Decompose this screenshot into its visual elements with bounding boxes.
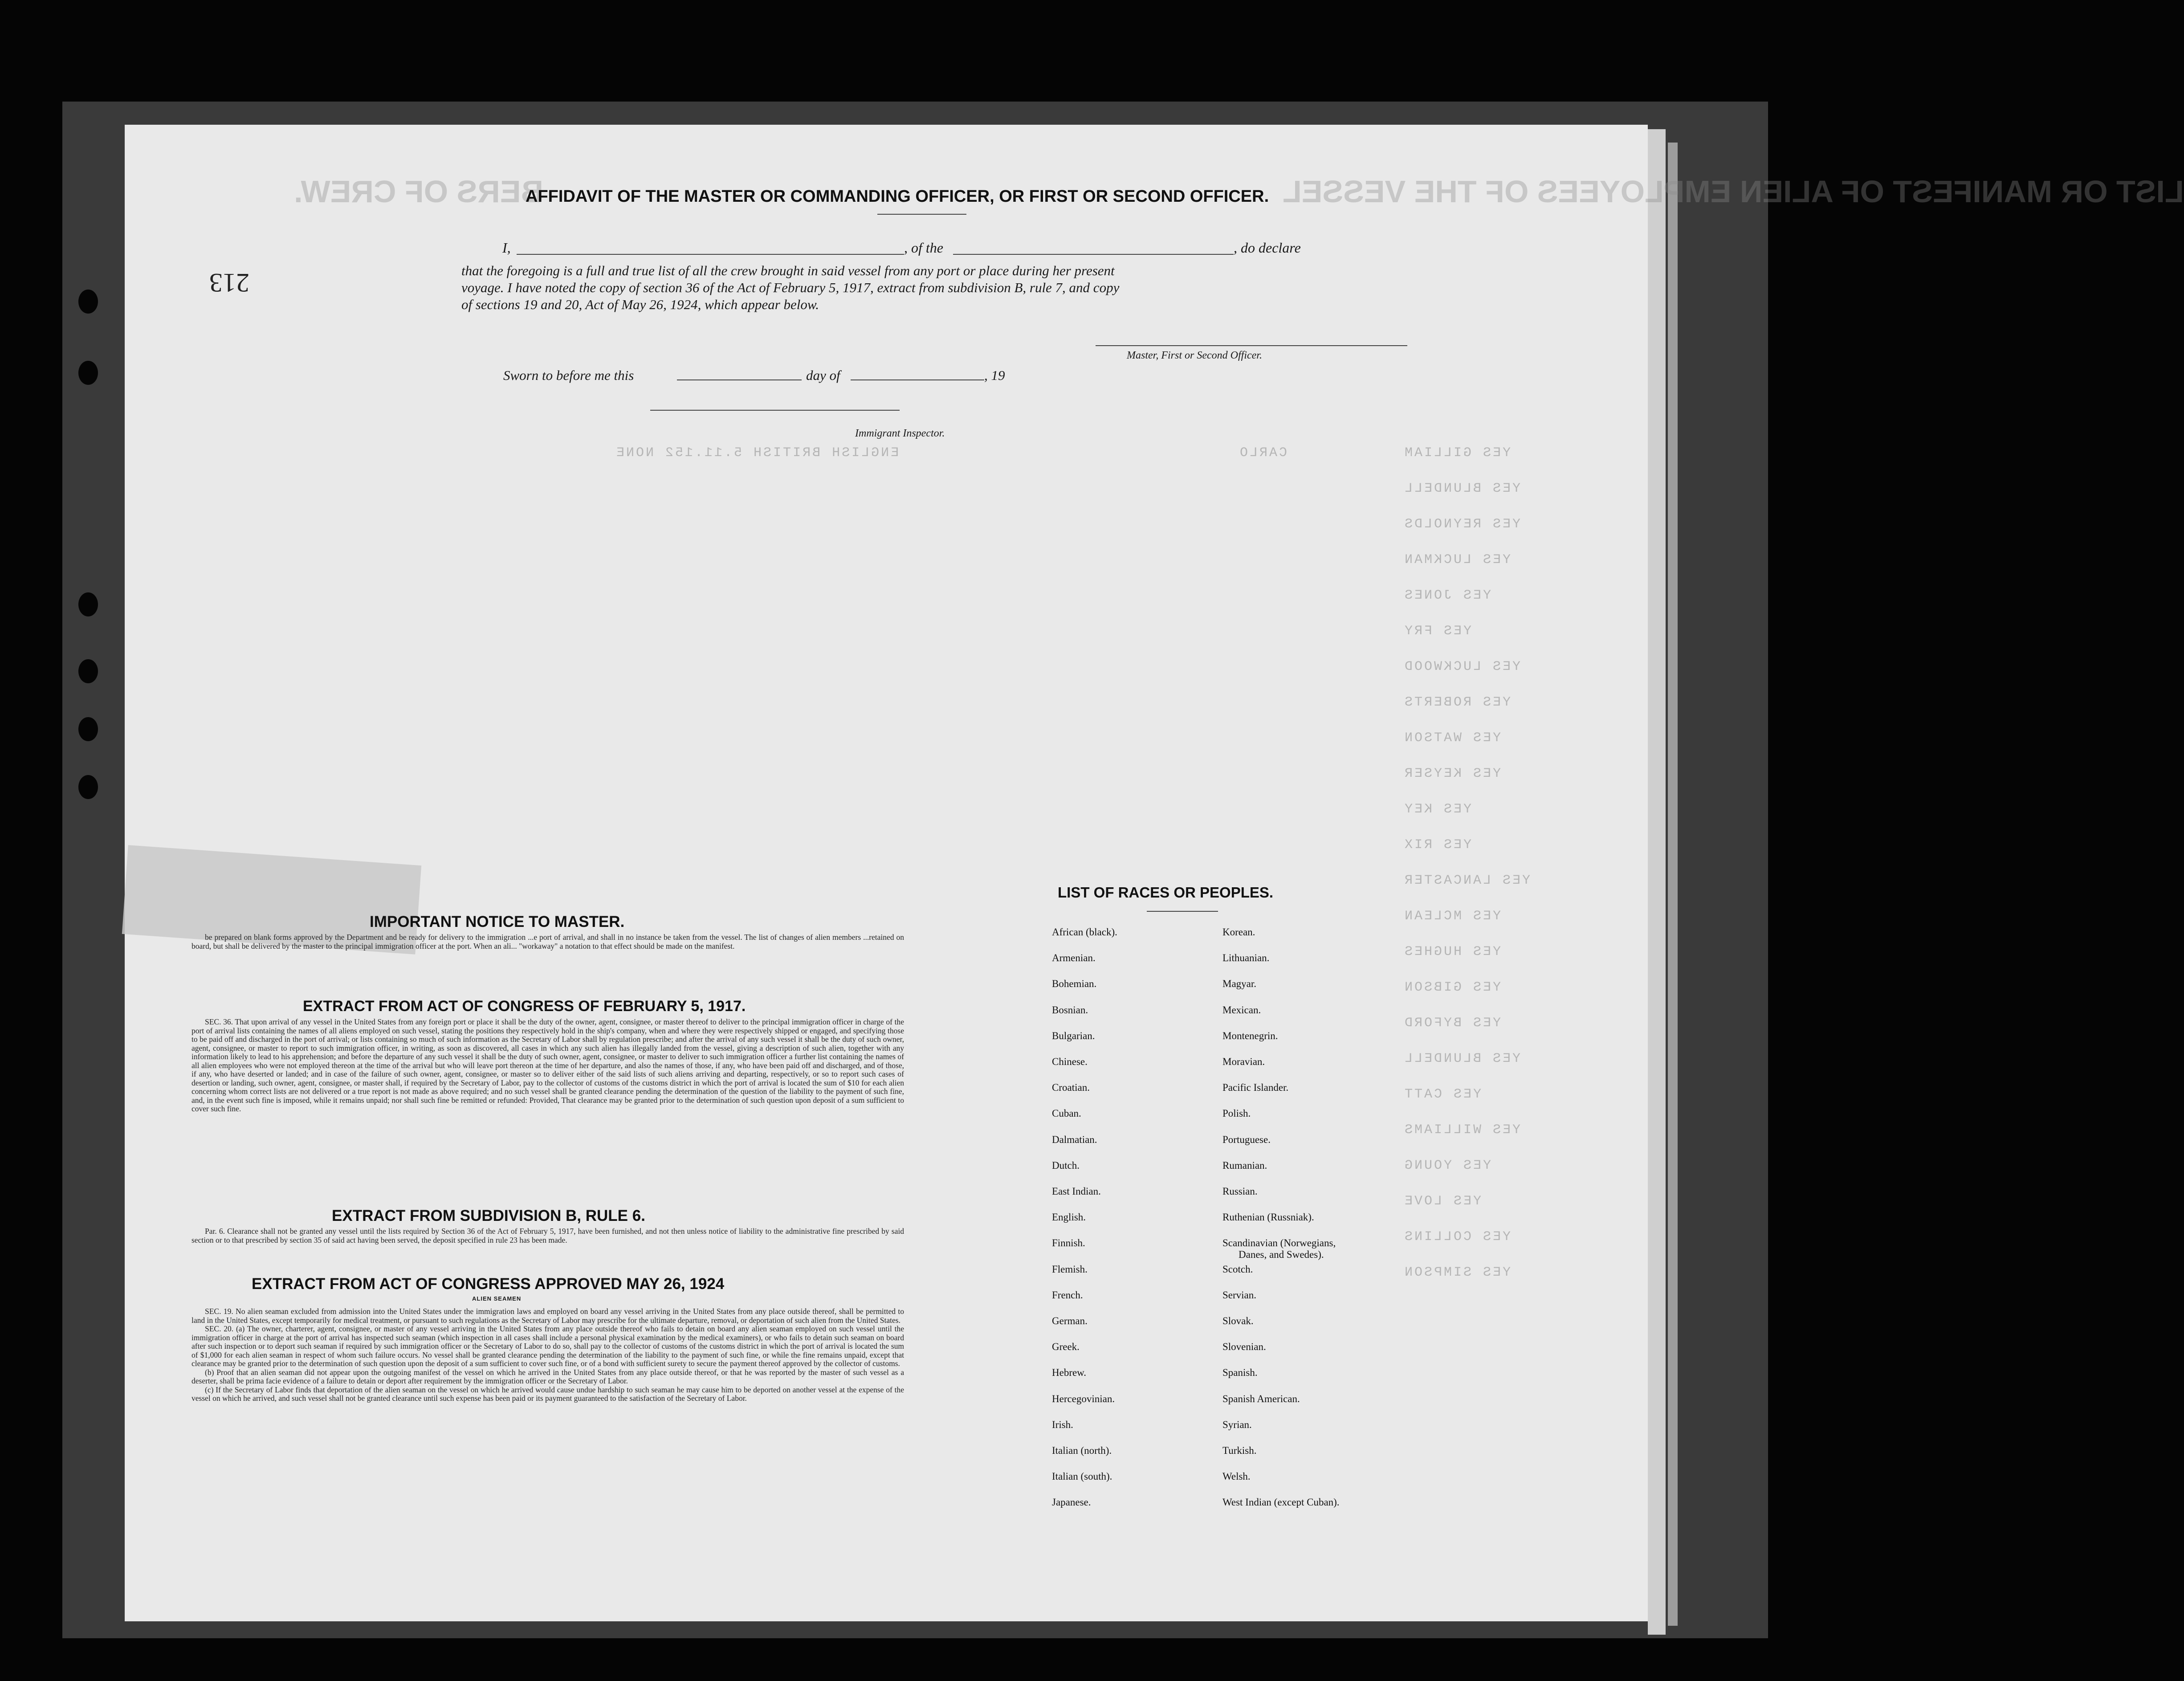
rule-6-paragraph: Par. 6. Clearance shall not be granted any vessel until the lists required by Section 36 of the Act of February 5, 1917, have been furnished, and not then unless notice of liability to the administrative fine prescribed by said section or to that prescribed by section 35 of said act having been served, the deposit specified in rule 23 has been made. <box>192 1227 904 1244</box>
page-number: 213 <box>209 268 249 298</box>
officer-signature-line <box>1096 345 1407 346</box>
race-item: Montenegrin. <box>1222 1030 1278 1041</box>
subdivision-text <box>192 1227 904 1244</box>
inspector-signature-line <box>650 410 900 411</box>
vessel-field <box>953 254 1234 255</box>
punch-hole <box>78 775 98 799</box>
inspector-label: Immigrant Inspector. <box>855 428 945 439</box>
race-item: Greek. <box>1052 1341 1080 1353</box>
bleed-through-row: YES CATT <box>1403 1087 1482 1102</box>
bleed-through-row: YES WILLIAMS <box>1403 1122 1521 1138</box>
bleed-through-row: YES ROBERTS <box>1403 695 1511 710</box>
race-item: Welsh. <box>1222 1471 1251 1482</box>
section-19-paragraph: SEC. 19. No alien seaman excluded from admission into the United States under the immigration laws and employed on board any vessel arriving in the United States from any place outside thereof, shall be permitted to land in the United States, except temporarily for medical treatment, or pursuant to such regulations as the Secretary of Labor may prescribe for the ultimate departure, removal, or deportation of such alien from the United States. <box>192 1307 904 1325</box>
race-item: Finnish. <box>1052 1237 1085 1249</box>
affidavit-line2: that the foregoing is a full and true list of all the crew brought in said vessel from any port or place during her present <box>461 263 1115 278</box>
race-item: Hebrew. <box>1052 1367 1087 1379</box>
race-item: French. <box>1052 1289 1083 1301</box>
race-item: Bulgarian. <box>1052 1030 1095 1041</box>
race-item: Slovenian. <box>1222 1341 1266 1353</box>
race-item: Spanish. <box>1222 1367 1258 1379</box>
race-item: Croatian. <box>1052 1082 1090 1093</box>
race-item: West Indian (except Cuban). <box>1222 1497 1340 1508</box>
race-item: Chinese. <box>1052 1056 1088 1067</box>
bleed-through-row: YES SIMPSON <box>1403 1265 1511 1280</box>
bleed-through-row: YES MCLEAN <box>1403 909 1501 924</box>
notice-title: IMPORTANT NOTICE TO MASTER. <box>370 913 625 930</box>
notice-paragraph: be prepared on blank forms approved by the Department and be ready for delivery to the immigration ...e port of arrival, and shall in no instance be taken from the vessel. The list of changes of alien members ...retained on board, but shall be delivered by the master to the principal immigration officer at the port. When an ali... "workaway" a notation to that effect should be made on the manifest. <box>192 933 904 951</box>
race-item: Portuguese. <box>1222 1134 1271 1145</box>
bleed-through-row: YES GIBSON <box>1403 980 1501 995</box>
race-item: Syrian. <box>1222 1419 1252 1430</box>
affidavit-line4: of sections 19 and 20, Act of May 26, 1924, which appear below. <box>461 297 819 312</box>
bleed-through-row: YES LUCKMAN <box>1403 552 1511 567</box>
bleed-through-heading: LIST OR MANIFEST OF ALIEN EMPLOYEES OF THE VESSEL <box>1283 174 2184 209</box>
race-item: Cuban. <box>1052 1108 1081 1119</box>
race-item: Ruthenian (Russniak). <box>1222 1212 1314 1223</box>
officer-signature-label: Master, First or Second Officer. <box>1127 350 1262 361</box>
bleed-through-row: YES KEYSER <box>1403 766 1501 781</box>
race-item: Spanish American. <box>1222 1393 1300 1404</box>
affidavit-i: I, <box>502 240 511 256</box>
punch-hole <box>78 290 98 314</box>
bleed-through-row: YES LOVE <box>1403 1194 1482 1209</box>
race-item: Russian. <box>1222 1186 1258 1197</box>
extract-1917-title: EXTRACT FROM ACT OF CONGRESS OF FEBRUARY 5, 1917. <box>303 998 746 1015</box>
bleed-through-row: ENGLISH BRITISH 5.11.152 NONE <box>615 445 899 461</box>
bleed-through-row: YES GILLIAM <box>1403 445 1511 461</box>
race-item: Turkish. <box>1222 1445 1257 1456</box>
affidavit-declare: , do declare <box>1234 240 1301 256</box>
extract-1917-text <box>192 1018 904 1114</box>
race-item: East Indian. <box>1052 1186 1101 1197</box>
bleed-through-row: YES YOUNG <box>1403 1158 1491 1173</box>
punch-hole <box>78 717 98 741</box>
bleed-through-row: YES REYNOLDS <box>1403 517 1521 532</box>
race-item: Korean. <box>1222 926 1255 938</box>
race-item: Bohemian. <box>1052 978 1097 990</box>
bleed-through-row: YES KEY <box>1403 802 1472 817</box>
race-item: English. <box>1052 1212 1086 1223</box>
section-20a-paragraph: SEC. 20. (a) The owner, charterer, agent, consignee, or master of any vessel arriving in the United States from any place outside thereof who fails to detain on board any alien seaman employed on such vessel until the immigration officer in charge at the port of arrival has inspected such seaman (which inspection in all cases shall include a personal physical examination by the medical examiners), or who fails to detain such seaman on board after such inspection or to deport such seaman if required by such immigration officer or the Secretary of Labor to do so, shall pay to the collector of customs of the customs district in which the port of arrival is located the sum of $1,000 for each alien seaman in respect of whom such failure occurs. No vessel shall be granted clearance pending the determination of the liability to the payment of such fine, or while the fine remains unpaid, except that clearance may be granted prior to the determination of such question upon the deposit of a sum sufficient to cover such fine, or of a bond with sufficient surety to secure the payment thereof approved by the collector of customs. <box>192 1324 904 1368</box>
bleed-through-row: YES BLUNDELL <box>1403 1051 1521 1066</box>
race-item: Bosnian. <box>1052 1004 1088 1016</box>
bleed-through-row: YES WATSON <box>1403 730 1501 746</box>
race-item: Slovak. <box>1222 1315 1254 1326</box>
race-item: Rumanian. <box>1222 1159 1267 1171</box>
subdivision-title: EXTRACT FROM SUBDIVISION B, RULE 6. <box>332 1207 645 1224</box>
race-item: Mexican. <box>1222 1004 1261 1016</box>
affidavit-of-the: , of the <box>904 240 943 256</box>
section-20c-paragraph: (c) If the Secretary of Labor finds that deportation of the alien seaman on the vessel on which he arrived would cause undue hardship to such seaman he may cause him to be deported on another vessel at the expense of the vessel on which he arrived, and such vessel shall not be granted clearance until such expense has been paid or its payment guaranteed to the satisfaction of the Secretary of Labor. <box>192 1385 904 1403</box>
sworn-day-field <box>677 379 802 380</box>
race-item: Lithuanian. <box>1222 952 1270 964</box>
bleed-through-row: YES RIX <box>1403 837 1472 853</box>
section-20b-paragraph: (b) Proof that an alien seaman did not appear upon the outgoing manifest of the vessel on which he arrived in the United States from any place outside thereof, or that he was reported by the master of such vessel as a deserter, shall be prima facie evidence of a failure to detain or deport after requirement by the immigration officer or the Secretary of Labor. <box>192 1367 904 1385</box>
stacked-page-edge <box>1668 143 1678 1626</box>
race-item: Servian. <box>1222 1289 1257 1301</box>
races-underline <box>1147 911 1218 912</box>
race-item: Hercegovinian. <box>1052 1393 1115 1404</box>
affidavit-title: AFFIDAVIT OF THE MASTER OR COMMANDING OFFICER, OR FIRST OR SECOND OFFICER. <box>526 187 1269 206</box>
punch-hole <box>78 592 98 616</box>
punch-hole <box>78 659 98 683</box>
sworn-month-field <box>851 379 984 380</box>
manifest-page <box>125 125 2184 1621</box>
bleed-through-heading: BERS OF CREW. <box>294 174 544 209</box>
bleed-through-row: YES LANCASTER <box>1403 873 1531 888</box>
bleed-through-row: YES FRY <box>1403 624 1472 639</box>
extract-1924-title: EXTRACT FROM ACT OF CONGRESS APPROVED MAY 26, 1924 <box>252 1275 725 1293</box>
race-item: Dutch. <box>1052 1159 1080 1171</box>
race-item: African (black). <box>1052 926 1117 938</box>
race-item: Dalmatian. <box>1052 1134 1097 1145</box>
name-field <box>517 254 904 255</box>
day-of-text: day of <box>806 367 840 383</box>
bleed-through-row: YES BYFORD <box>1403 1016 1501 1031</box>
race-item: Scandinavian (Norwegians, <box>1222 1237 1336 1249</box>
bleed-through-row: YES JONES <box>1403 588 1491 603</box>
race-item: Magyar. <box>1222 978 1257 990</box>
bleed-through-row: YES LUCKWOOD <box>1403 659 1521 674</box>
title-underline <box>877 214 966 215</box>
bleed-through-row: YES HUGHES <box>1403 944 1501 959</box>
notice-text <box>192 933 904 951</box>
race-item: Flemish. <box>1052 1263 1088 1275</box>
race-item: Armenian. <box>1052 952 1096 964</box>
race-item: Japanese. <box>1052 1497 1091 1508</box>
races-title: LIST OF RACES OR PEOPLES. <box>1058 884 1274 901</box>
punch-hole <box>78 361 98 385</box>
race-item: Irish. <box>1052 1419 1073 1430</box>
race-item: Pacific Islander. <box>1222 1082 1289 1093</box>
race-item: Moravian. <box>1222 1056 1265 1067</box>
bleed-through-row: YES BLUNDELL <box>1403 481 1521 496</box>
stacked-page-edge <box>1648 129 1666 1635</box>
extract-1924-text <box>192 1307 904 1403</box>
section-36-paragraph: SEC. 36. That upon arrival of any vessel in the United States from any foreign port or place it shall be the duty of the owner, agent, consignee, or master thereof to deliver to the principal immigration officer in charge of the port of arrival lists containing the names of all aliens employed on such vessel, stating the positions they respectively hold in the ship's company, when and where they were respectively shipped or engaged, and specifying those to be paid off and discharged in the port of arrival; or lists containing so much of such information as the Secretary of Labor shall by regulation prescribe; and after the arrival of any such vessel it shall be the duty of such owner, agent, consignee, or master to report to such immigration officer, in writing, as soon as discovered, all cases in which any such alien has illegally landed from the vessel, giving a description of such alien, together with any information likely to lead to his apprehension; and before the departure of any such vessel it shall be the duty of such owner, agent, consignee, or master to deliver to such immigration officer a further list containing the names of all alien employees who were not employed thereon at the time of the arrival but who will leave port thereon at the time of her departure, and also the names of those, if any, who have been paid off and discharged, and of those, if any, who have deserted or landed; and in case of the failure of such owner, agent, consignee, or master so to deliver either of the said lists of such aliens arriving and departing, respectively, or so to report such cases of desertion or landing, such owner, agent, consignee, or master shall, if required by the Secretary of Labor, pay to the collector of customs of the customs district in which the port of arrival is located the sum of $10 for each alien concerning whom correct lists are not delivered or a true report is not made as above required; and no such vessel shall be granted clearance pending the determination of the question of the liability to the payment of such fine, and, in the event such fine is imposed, while it remains unpaid; nor shall such fine be remitted or refunded: Provided, That clearance may be granted prior to the determination of such question upon deposit of a sum sufficient to cover such fine. <box>192 1017 904 1113</box>
affidavit-line3: voyage. I have noted the copy of section 36 of the Act of February 5, 1917, extract from subdivision B, rule 7, and copy <box>461 280 1120 295</box>
race-item: Italian (north). <box>1052 1445 1112 1456</box>
bleed-through-row: CARLO <box>1238 445 1288 461</box>
year-text: , 19 <box>984 367 1005 383</box>
sworn-text: Sworn to before me this <box>503 367 634 383</box>
bleed-through-row: YES COLLINS <box>1403 1229 1511 1244</box>
race-item: German. <box>1052 1315 1088 1326</box>
race-item: Scotch. <box>1222 1263 1253 1275</box>
race-item: Polish. <box>1222 1108 1251 1119</box>
race-item: Italian (south). <box>1052 1471 1112 1482</box>
alien-seamen-subtitle: ALIEN SEAMEN <box>472 1295 522 1302</box>
race-item: Danes, and Swedes). <box>1239 1249 1324 1261</box>
